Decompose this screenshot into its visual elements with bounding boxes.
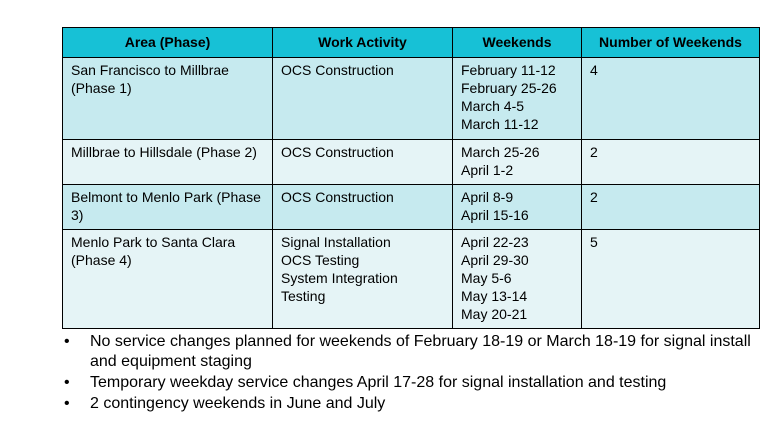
header-number-of-weekends: Number of Weekends [582,28,760,58]
work-activity-line: OCS Construction [281,189,394,205]
table-row [63,58,760,140]
area-cell: San Francisco to Millbrae (Phase 1) [63,58,273,140]
work-activity-cell [273,140,453,185]
area-cell: Belmont to Menlo Park (Phase 3) [63,185,273,230]
weekend-line: March 4-5 [461,98,525,114]
table-row [63,230,760,329]
work-activity-cell [273,58,453,140]
weekend-line: March 11-12 [461,116,539,132]
work-activity-line: Signal Installation [281,234,391,250]
work-activity-line: Testing [281,288,326,304]
table-header-row [63,28,760,58]
notes-list [62,332,762,415]
note-item [62,332,762,372]
work-activity-line: System Integration [281,270,398,286]
weekend-line: May 20-21 [461,306,528,322]
weekend-line: April 1-2 [461,162,514,178]
bullet-icon: • [64,395,70,412]
work-activity-cell [273,230,453,329]
weekend-line: April 15-16 [461,207,529,223]
weekends-cell [453,230,582,329]
area-cell: Menlo Park to Santa Clara (Phase 4) [63,230,273,329]
table-row [63,185,760,230]
note-item [62,373,762,393]
note-text: 2 contingency weekends in June and July [90,395,386,412]
weekend-count-cell: 5 [582,230,760,329]
note-item [62,394,762,414]
weekend-line: April 8-9 [461,189,514,205]
work-activity-line: OCS Testing [281,252,360,268]
weekend-count-cell: 4 [582,58,760,140]
weekend-line: May 5-6 [461,270,512,286]
weekend-line: February 25-26 [461,80,557,96]
schedule-table [62,27,760,329]
weekend-line: April 29-30 [461,252,529,268]
work-activity-cell [273,185,453,230]
bullet-icon: • [64,333,70,350]
weekends-cell [453,58,582,140]
header-weekends: Weekends [453,28,582,58]
note-text: No service changes planned for weekends of February 18-19 or March 18-19 for signal install and equipment staging [90,333,751,370]
header-work-activity: Work Activity [273,28,453,58]
header-area: Area (Phase) [63,28,273,58]
work-activity-line: OCS Construction [281,144,394,160]
weekend-line: May 13-14 [461,288,528,304]
weekend-line: April 22-23 [461,234,529,250]
weekends-cell [453,140,582,185]
area-cell: Millbrae to Hillsdale (Phase 2) [63,140,273,185]
table-row [63,140,760,185]
weekend-count-cell: 2 [582,185,760,230]
weekend-count-cell: 2 [582,140,760,185]
note-text: Temporary weekday service changes April 17-28 for signal installation and testing [90,374,667,391]
weekend-line: February 11-12 [461,62,556,78]
weekend-line: March 25-26 [461,144,540,160]
weekends-cell [453,185,582,230]
bullet-icon: • [64,374,70,391]
work-activity-line: OCS Construction [281,62,394,78]
